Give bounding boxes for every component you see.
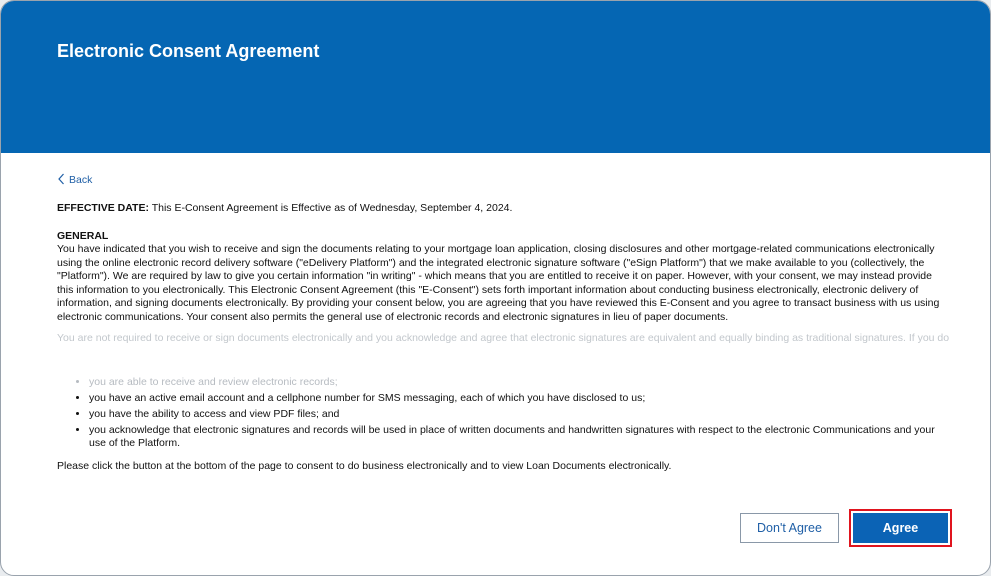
section-title-general: GENERAL xyxy=(57,229,109,242)
page-title: Electronic Consent Agreement xyxy=(57,41,320,61)
list-item: • you acknowledge that electronic signatures and records will be used in place of written documents and handwritten signatures with respect to the electronic Communications and your use of the Platform. xyxy=(89,424,949,451)
consent-content xyxy=(57,171,949,473)
faded-paragraph-line: You are not required to receive or sign documents electronically and you acknowledge and agree that electronic signatures are equivalent and equally binding as traditional signatures. If you do xyxy=(57,332,949,344)
general-paragraph: You have indicated that you wish to receive and sign the documents relating to your mortgage loan application, closing disclosures and other mortgage-related communications electronically using the online electronic record delivery software ("eDelivery Platform") and the integrated electronic signature software ("eSign Platform") that we make available to you (collectively, the "Platform"). We are required by law to give you certain information "in writing" - which means that you are entitled to receive it on paper. However, with your consent, we may instead provide this information to you electronically. This Electronic Consent Agreement (this "E-Consent") sets forth important information about conducting business electronically, electronic delivery of information, and signing documents electronically. By providing your consent below, you are agreeing that you have reviewed this E-Consent and you agree to transact business with us using electronic communications. Your consent also permits the general use of electronic records and electronic signatures in lieu of paper documents. xyxy=(57,243,940,323)
list-item: • you have the ability to access and view PDF files; and xyxy=(89,408,949,422)
requirements-list xyxy=(57,376,949,451)
agree-button[interactable]: Agree xyxy=(853,513,948,543)
effective-date xyxy=(57,202,949,216)
effective-date-text: This E-Consent Agreement is Effective as of Wednesday, September 4, 2024. xyxy=(151,202,513,214)
back-label: Back xyxy=(69,174,93,187)
chevron-left-icon xyxy=(57,173,65,190)
instruction-text: Please click the button at the bottom of the page to consent to do business electronically and to view Loan Documents electronically. xyxy=(57,459,672,472)
back-link[interactable] xyxy=(57,171,949,191)
dont-agree-button[interactable]: Don't Agree xyxy=(740,513,839,543)
header-banner xyxy=(1,1,990,153)
agree-button-highlight xyxy=(849,509,952,547)
effective-date-label: EFFECTIVE DATE: xyxy=(57,202,149,214)
list-item: • you have an active email account and a cellphone number for SMS messaging, each of which you have disclosed to us; xyxy=(89,392,949,406)
list-item: • you are able to receive and review electronic records; xyxy=(89,376,949,390)
